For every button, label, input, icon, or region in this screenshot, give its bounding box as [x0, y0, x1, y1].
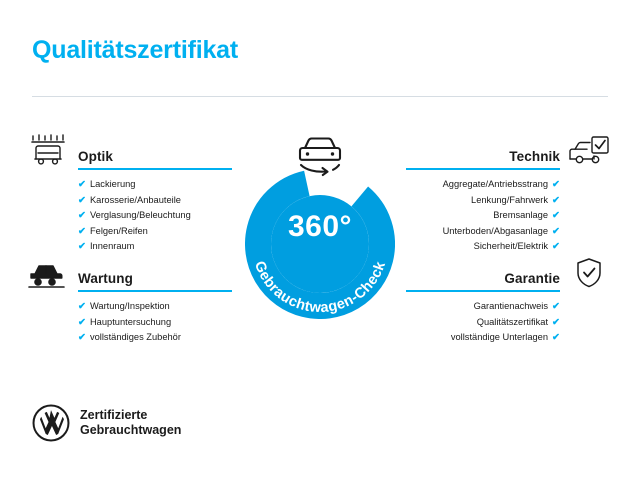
- vw-logo-icon: [32, 404, 70, 442]
- checklist: [22, 299, 232, 346]
- list-item: [406, 299, 616, 315]
- page-title: Qualitätszertifikat: [32, 36, 238, 64]
- section-wartung: [22, 262, 232, 346]
- check-icon: ✔: [552, 332, 560, 343]
- check-icon: ✔: [78, 179, 86, 190]
- section-garantie: [406, 262, 616, 346]
- list-item: [22, 193, 232, 209]
- section-underline: [406, 168, 560, 170]
- list-item-label: vollständige Unterlagen: [450, 332, 549, 342]
- list-item: [406, 208, 616, 224]
- list-item-label: Garantienachweis: [473, 301, 549, 311]
- check-icon: ✔: [552, 194, 560, 206]
- list-item-label: Aggregate/Antriebsstrang: [442, 179, 549, 189]
- list-item: [22, 299, 232, 315]
- title-divider: [32, 96, 608, 97]
- check-icon: ✔: [78, 316, 86, 328]
- car-front-rotate-icon: [288, 128, 352, 178]
- car-check-icon: [566, 134, 612, 168]
- list-item: [406, 315, 616, 331]
- check-icon: ✔: [78, 225, 86, 237]
- check-icon: ✔: [78, 241, 86, 252]
- checklist: [406, 299, 616, 346]
- checklist: [22, 177, 232, 255]
- car-wash-icon: [26, 134, 72, 168]
- badge-360-check: [228, 152, 412, 336]
- section-title: Optik: [78, 149, 114, 164]
- list-item: [22, 177, 232, 193]
- section-header: [406, 140, 616, 170]
- check-icon: ✔: [78, 332, 86, 343]
- section-technik: [406, 140, 616, 255]
- section-title: Garantie: [504, 271, 560, 286]
- section-title: Wartung: [78, 271, 133, 286]
- check-icon: ✔: [552, 225, 560, 237]
- car-lift-icon: [26, 256, 72, 290]
- list-item: [406, 224, 616, 240]
- list-item-label: Unterboden/Abgasanlage: [442, 225, 549, 236]
- list-item: [22, 208, 232, 224]
- check-icon: ✔: [552, 301, 560, 312]
- footer-text: [80, 408, 181, 438]
- check-icon: ✔: [78, 210, 86, 221]
- list-item-label: Felgen/Reifen: [89, 225, 148, 236]
- check-icon: ✔: [78, 194, 86, 206]
- checklist: [406, 177, 616, 255]
- list-item: [22, 315, 232, 331]
- badge-degrees: 360°: [287, 210, 353, 243]
- section-underline: [78, 290, 232, 292]
- list-item: [406, 239, 616, 255]
- check-icon: ✔: [552, 316, 560, 328]
- section-header: [22, 262, 232, 292]
- svg-text:Gebrauchtwagen-Check: Gebrauchtwagen-Check: [250, 259, 390, 317]
- list-item-label: Innenraum: [89, 241, 135, 251]
- list-item-label: Qualitätszertifikat: [476, 316, 549, 327]
- list-item-label: Lenkung/Fahrwerk: [471, 194, 549, 205]
- check-icon: ✔: [552, 210, 560, 221]
- list-item: [22, 224, 232, 240]
- list-item-label: Wartung/Inspektion: [89, 301, 170, 311]
- shield-check-icon: [566, 256, 612, 290]
- section-header: [406, 262, 616, 292]
- check-icon: ✔: [552, 241, 560, 252]
- list-item: [406, 330, 616, 346]
- list-item: [22, 239, 232, 255]
- list-item: [406, 177, 616, 193]
- check-icon: ✔: [78, 301, 86, 312]
- list-item-label: Karosserie/Anbauteile: [89, 194, 181, 205]
- list-item-label: Bremsanlage: [493, 210, 549, 220]
- footer: [32, 404, 181, 442]
- section-header: [22, 140, 232, 170]
- list-item: [22, 330, 232, 346]
- section-title: Technik: [509, 149, 560, 164]
- list-item-label: Sicherheit/Elektrik: [473, 241, 549, 251]
- footer-line-1: Zertifizierte: [80, 408, 148, 422]
- check-icon: ✔: [552, 179, 560, 190]
- section-underline: [78, 168, 232, 170]
- list-item-label: Verglasung/Beleuchtung: [89, 210, 191, 220]
- list-item-label: Hauptuntersuchung: [89, 316, 172, 327]
- list-item: [406, 193, 616, 209]
- list-item-label: Lackierung: [89, 179, 136, 189]
- footer-line-2: Gebrauchtwagen: [80, 423, 182, 437]
- list-item-label: vollständiges Zubehör: [89, 332, 181, 342]
- section-optik: [22, 140, 232, 255]
- badge-curved-label: [228, 152, 412, 336]
- section-underline: [406, 290, 560, 292]
